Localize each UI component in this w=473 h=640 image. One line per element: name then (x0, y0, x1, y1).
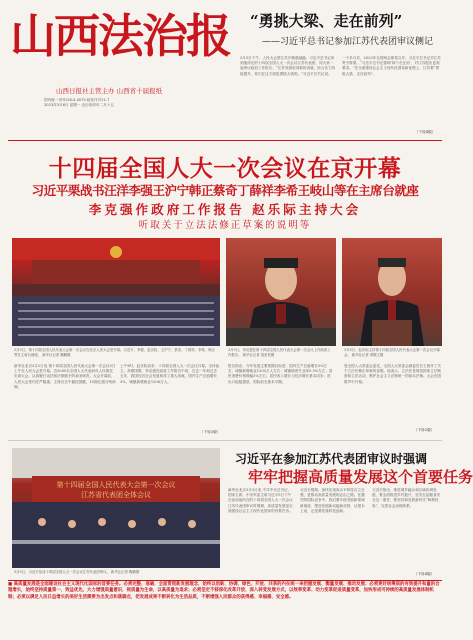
second-story-column-1: 新华社北京3月5日电 中共中央总书记、国家主席、中央军委主席习近平5日下午在参加他所在的十四届全国人大一次会议江苏代表团审议时强调，高质量发展是全面建设社会主义现代化国家的首要任务。 (228, 488, 293, 513)
main-headline: 十四届全国人大一次会议在京开幕 (48, 156, 402, 182)
masthead-info: 国内统一刊号CN14-0070 邮发代号21-7 (44, 98, 110, 102)
caption-congress-hall: 3月5日，第十四届全国人民代表大会第一次会议在北京人民大会堂开幕。习近平、李强、赵乐际、王沪宁、蔡奇、丁薛祥、李希、韩正等在主席台就座。 新华社记者 鞠鹏摄 (14, 348, 215, 357)
caption-jiangsu: 3月5日，习近平参加十四届全国人大一次会议江苏代表团审议。 新华社记者 鞠鹏摄 (14, 570, 140, 574)
photo-congress-hall-drawing (12, 238, 220, 346)
body-continue-2: （下转2版） (414, 428, 435, 432)
body-column-b: 上午9时，赵乐际宣布：十四届全国人大一次会议开幕。全体起立，高唱国歌。李克强在政府工作报告中说，过去一年和过去五年，我国经济社会发展取得了重大成就。国内生产总值增长3%，城镇新增就业1206万人。 (120, 364, 220, 384)
bottom-quote-box: ■ 高质量发展是全面建设社会主义现代化国家的首要任务。必须完整、准确、全面贯彻新发展理念，始终以创新、协调、绿色、开放、共享的内在统一来把握发展、衡量发展、推动发展；必须更好统筹质的有效提升和量的合理增长，始终坚持质量第一、效益优先，大力增强质量意识，视质量为生命，以高质量为追求；必须坚定不移深化改革开放、深入转变发展方式，以效率变革、动力变革促进质量变革，加快形成可持续的高质量发展体制机制；必须以满足人民日益增长的美好生活需要为出发点和落脚点，把发展成果不断转化为生活品质，不断增强人民群众的获得感、幸福感、安全感。 (8, 582, 440, 600)
masthead-date: 2023年3月6日 星期一 农历癸卯年二月十五 (44, 103, 114, 107)
divider-top (8, 140, 442, 141)
body-column-a: 新华社北京3月5日电 第十四届全国人民代表大会第一次会议5日上午在人民大会堂开幕。近3000名全国人大代表肩负人民重托出席大会，认真履行宪法和法律赋予的神圣职责。大会开幕前，人民大会堂内庄严隆重。主席台正中悬挂国徽，10面红旗分列两侧。 (14, 364, 116, 389)
photo-zhao-drawing (342, 238, 442, 346)
caption-zhao: 3月5日，赵乐际主持第十四届全国人民代表大会第一次会议开幕会。 新华社记者 黄敬文摄 (344, 348, 440, 357)
top-story-column-1: 3月5日下午，人民大会堂江苏厅暖意融融。习近平总书记来到他所在的十四届全国人大一次会议江苏代表团，同大家一起审议政府工作报告。“江苏发展取得新的成就，综合实力持续提升，你们在这方面是勇挑大梁的。”习近平总书记说。 (240, 56, 336, 76)
second-story-headline: 牢牢把握高质量发展这个首要任务 (248, 468, 473, 486)
photo-premier-report (226, 238, 336, 346)
svg-text:第十四届全国人民代表大会第一次会议: 第十四届全国人民代表大会第一次会议 (56, 481, 176, 489)
top-story-headline: “勇挑大梁、走在前列” (250, 12, 403, 30)
photo-premier-drawing (226, 238, 336, 346)
photo-zhao-leji (342, 238, 442, 346)
divider-middle (8, 440, 442, 441)
second-story-column-2: 习近平强调，加快实现高水平科技自立自强，是推动高质量发展的必由之路。在激烈的国际竞争中，我们要开辟发展新领域新赛道、塑造发展新动能新优势，从根本上说，还是要依靠科技创新。 (300, 488, 365, 513)
main-subheadline-report: 李克强作政府工作报告 赵乐际主持大会 (88, 202, 362, 217)
body-column-c: 报告指出，今年发展主要预期目标是：国内生产总值增长5%左右；城镇新增就业1200万人左右；城镇调查失业率5.5%左右；居民消费价格涨幅3%左右；居民收入增长与经济增长基本同步；进出口促稳提质，国际收支基本平衡。 (228, 364, 333, 384)
top-story-subhead: ——习近平总书记参加江苏代表团审议侧记 (262, 37, 434, 47)
photo-congress-hall (12, 238, 220, 346)
photo-jiangsu-delegation (12, 448, 220, 568)
photo-jiangsu-drawing (12, 448, 220, 568)
second-story-continue: （下转4版） (414, 572, 435, 576)
second-story-kicker: 习近平在参加江苏代表团审议时强调 (235, 452, 428, 466)
svg-text:江苏省代表团全体会议: 江苏省代表团全体会议 (81, 491, 151, 499)
top-story-continue: （下转4版） (415, 130, 436, 134)
top-story-column-2: 一个多月后，2023年全国两会即将召开。习近平总书记对江苏寄予厚望。“习近平总书记强调‘四个走在前’，对江苏提出更高要求。”在全面建设社会主义现代化国家新征程上，江苏要“勇挑大梁、走在前列”。 (342, 56, 441, 76)
caption-premier: 3月5日，李克强在第十四届全国人民代表大会第一次会议上作政府工作报告。 新华社记者 饶爱民摄 (228, 348, 331, 357)
second-story-column-3: 习近平指出，推进城乡融合和区域协调发展，要全面推进乡村振兴，坚决扛起粮食安全这一重任，要坚持和发展新时代“枫桥经验”，完善社会治理体系。 (372, 488, 441, 508)
masthead-sponsors: 山西日报社主管主办 山西省十届报纸 (56, 87, 163, 95)
body-column-d: 受全国人大常委会委托，全国人大常委会副委员长王晨作了关于立法法修正草案的说明。他表示，立法法是规范国家立法制度和立法活动、维护社会主义法制统一的基本法律。大会在国歌声中开幕。 (344, 364, 442, 384)
main-subheadline-law: 听取关于立法法修正草案的说明等 (138, 220, 312, 231)
divider-bottom (8, 580, 442, 581)
masthead-logo: 山西法治报 (10, 9, 230, 63)
main-subheadline-leaders: 习近平栗战书汪洋李强王沪宁韩正蔡奇丁薛祥李希王岐山等在主席台就座 (31, 183, 419, 198)
body-continue-1: （下转3版） (200, 430, 221, 434)
